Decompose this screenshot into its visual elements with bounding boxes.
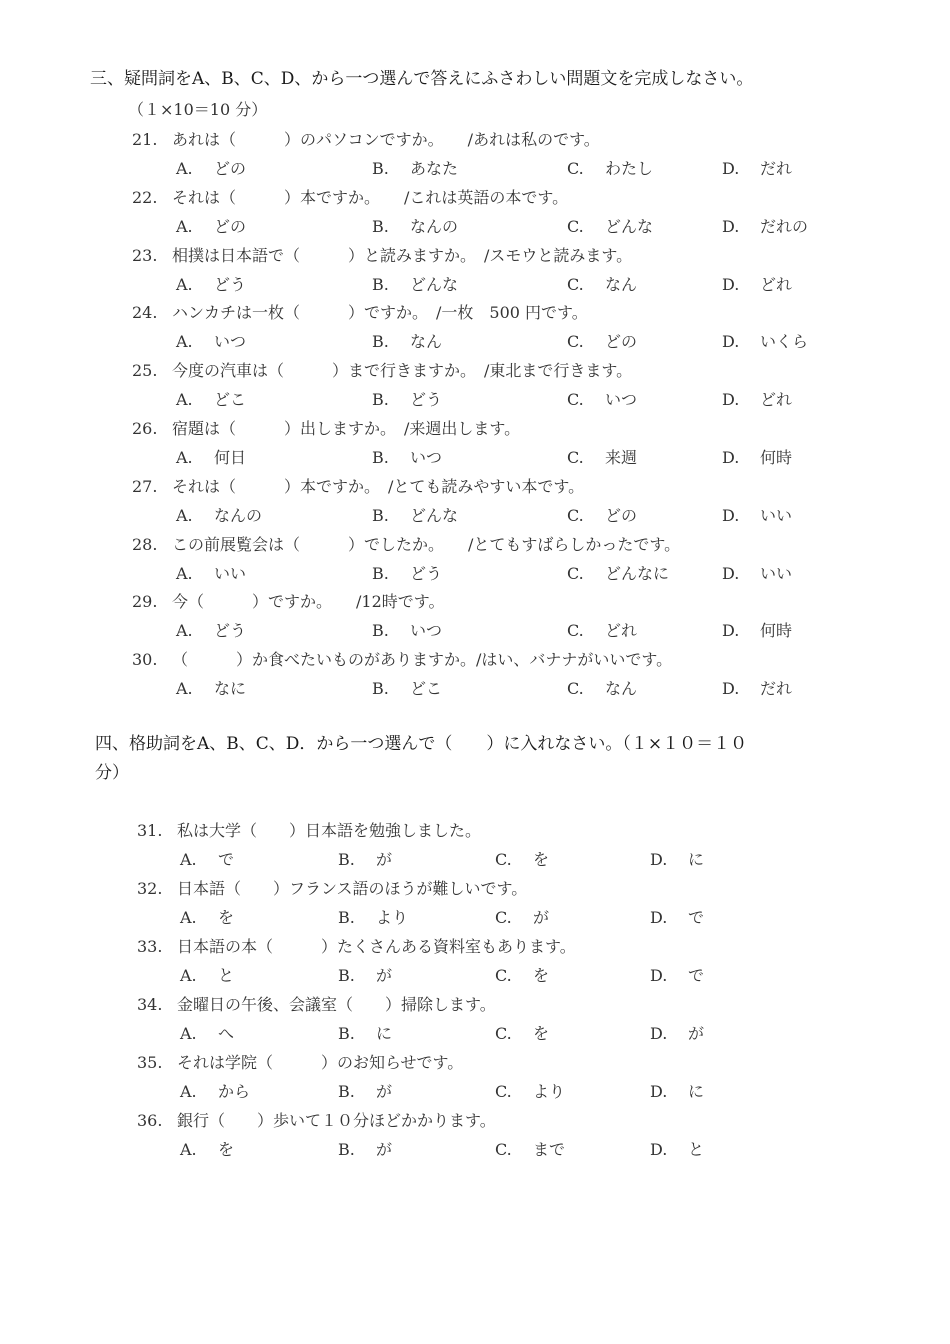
option-d: [650, 1137, 704, 1160]
option-letter: A.: [180, 966, 197, 985]
option-letter: A.: [180, 1024, 197, 1043]
option-letter: D.: [650, 966, 668, 985]
option-letter: A.: [176, 448, 193, 467]
option-text: が: [376, 850, 393, 869]
option-b: [372, 503, 458, 526]
option-text: いつ: [410, 621, 443, 641]
section3-score: （１×10＝10 分）: [128, 100, 268, 119]
option-c: [567, 329, 637, 352]
option-text: いつ: [410, 448, 443, 467]
option-letter: C.: [495, 1140, 512, 1159]
option-b: [372, 618, 442, 641]
option-text: だれ: [760, 159, 793, 178]
option-letter: A.: [176, 274, 193, 294]
option-letter: D.: [722, 159, 740, 178]
question-22: [132, 185, 568, 208]
option-text: どんな: [410, 274, 459, 294]
option-b: [372, 387, 442, 410]
question-number: 24.: [132, 303, 158, 323]
option-letter: D.: [722, 679, 740, 699]
option-text: を: [218, 1140, 235, 1159]
question-number: 32.: [137, 879, 163, 898]
question-number: 29.: [132, 592, 158, 612]
option-letter: B.: [372, 679, 389, 699]
option-letter: C.: [567, 274, 584, 294]
option-letter: C.: [567, 679, 584, 699]
option-text: わたし: [605, 159, 654, 178]
question-text: それは（ ）本ですか。 /これは英語の本です。: [172, 187, 569, 207]
option-text: どの: [605, 505, 638, 525]
option-letter: B.: [338, 1082, 355, 1101]
option-letter: D.: [722, 332, 740, 352]
question-text: あれは（ ）のパソコンですか。 /あれは私のです。: [172, 130, 600, 149]
option-letter: D.: [650, 908, 668, 927]
option-b: [338, 1079, 392, 1102]
option-c: [567, 272, 637, 295]
option-text: なん: [605, 679, 638, 699]
option-text: が: [533, 908, 550, 927]
question-text: 銀行（ ）歩いて１０分ほどかかります。: [177, 1111, 496, 1130]
option-text: どんな: [605, 216, 654, 236]
option-letter: B.: [372, 448, 389, 467]
option-a: [176, 561, 246, 584]
option-c: [495, 963, 549, 986]
question-number: 25.: [132, 361, 158, 381]
option-letter: A.: [176, 621, 193, 641]
question-28: [132, 532, 680, 555]
option-text: より: [376, 908, 409, 927]
option-letter: C.: [567, 448, 584, 467]
option-text: 何日: [214, 448, 247, 467]
option-letter: B.: [372, 505, 389, 525]
option-text: より: [533, 1082, 566, 1101]
option-letter: D.: [650, 1140, 668, 1159]
option-a: [180, 1137, 234, 1160]
option-a: [176, 618, 246, 641]
option-b: [372, 561, 442, 584]
option-letter: A.: [176, 679, 193, 699]
option-letter: D.: [722, 563, 740, 583]
option-a: [176, 156, 246, 179]
option-letter: B.: [372, 390, 389, 410]
option-c: [567, 387, 637, 410]
question-text: 金曜日の午後、会議室（ ）掃除します。: [177, 995, 496, 1014]
question-number: 21.: [132, 130, 158, 149]
option-text: を: [533, 1024, 550, 1043]
option-c: [495, 905, 549, 928]
option-text: で: [688, 966, 705, 985]
option-text: に: [688, 1082, 705, 1101]
option-a: [180, 905, 234, 928]
question-31: [137, 818, 481, 841]
question-text: この前展覧会は（ ）でしたか。 /とてもすばらしかったです。: [172, 534, 681, 554]
question-number: 22.: [132, 187, 158, 207]
question-text: 日本語の本（ ）たくさんある資料室もあります。: [177, 937, 576, 956]
question-text: 相撲は日本語で（ ）と読みますか。 /スモウと読みます。: [172, 245, 633, 265]
option-b: [338, 963, 392, 986]
option-c: [567, 503, 637, 526]
option-c: [567, 676, 637, 699]
option-letter: A.: [180, 908, 197, 927]
option-text: に: [376, 1024, 393, 1043]
option-text: と: [688, 1140, 705, 1159]
question-number: 27.: [132, 476, 158, 496]
option-text: いい: [760, 563, 793, 583]
option-letter: B.: [338, 1140, 355, 1159]
option-d: [650, 1021, 704, 1044]
option-text: が: [376, 1082, 393, 1101]
option-letter: C.: [567, 332, 584, 352]
option-b: [372, 676, 442, 699]
question-number: 34.: [137, 995, 163, 1014]
option-text: なんの: [214, 505, 263, 525]
option-b: [338, 1021, 392, 1044]
question-23: [132, 243, 632, 266]
question-text: それは学院（ ）のお知らせです。: [177, 1053, 464, 1072]
option-text: どう: [214, 621, 247, 641]
option-text: で: [218, 850, 235, 869]
option-b: [372, 272, 458, 295]
option-b: [338, 1137, 392, 1160]
option-c: [567, 156, 653, 179]
option-d: [722, 329, 808, 352]
question-number: 31.: [137, 821, 163, 840]
option-d: [650, 1079, 704, 1102]
option-letter: B.: [372, 216, 389, 236]
option-letter: D.: [722, 274, 740, 294]
option-a: [180, 1021, 234, 1044]
option-a: [180, 847, 234, 870]
option-letter: B.: [372, 332, 389, 352]
option-letter: D.: [722, 216, 740, 236]
option-d: [650, 905, 704, 928]
option-text: から: [218, 1082, 251, 1101]
option-letter: B.: [372, 274, 389, 294]
option-letter: D.: [722, 448, 740, 467]
option-text: が: [688, 1024, 705, 1043]
question-32: [137, 876, 527, 899]
option-letter: B.: [372, 159, 389, 178]
section4-heading: 四、格助詞をA、B、C、D．から一つ選んで（ ）に入れなさい。（１×１０＝１０: [95, 734, 748, 754]
option-text: いい: [760, 505, 793, 525]
option-letter: A.: [176, 390, 193, 410]
question-number: 35.: [137, 1053, 163, 1072]
option-d: [722, 445, 792, 468]
option-text: どれ: [760, 274, 793, 294]
question-25: [132, 358, 632, 381]
question-text: 宿題は（ ）出しますか。 /来週出します。: [172, 419, 521, 438]
option-text: に: [688, 850, 705, 869]
question-36: [137, 1108, 496, 1131]
question-text: 今度の汽車は（ ）まで行きますか。 /東北まで行きます。: [172, 361, 633, 381]
option-letter: B.: [338, 1024, 355, 1043]
question-text: それは（ ）本ですか。 /とても読みやすい本です。: [172, 476, 585, 496]
option-text: どう: [214, 274, 247, 294]
option-letter: B.: [372, 621, 389, 641]
question-text: 私は大学（ ）日本語を勉強しました。: [177, 821, 482, 840]
question-number: 23.: [132, 245, 158, 265]
option-letter: C.: [495, 1082, 512, 1101]
question-34: [137, 992, 496, 1015]
option-a: [176, 329, 246, 352]
question-text: ハンカチは一枚（ ）ですか。 /一枚 500 円です。: [172, 303, 588, 323]
option-text: どの: [605, 332, 638, 352]
option-text: どこ: [214, 390, 247, 410]
option-text: どんなに: [605, 563, 670, 583]
option-text: いつ: [214, 332, 247, 352]
option-a: [180, 1079, 250, 1102]
option-a: [176, 387, 246, 410]
option-text: いい: [214, 563, 247, 583]
option-letter: A.: [176, 563, 193, 583]
option-letter: A.: [180, 1082, 197, 1101]
option-letter: C.: [567, 621, 584, 641]
option-d: [722, 387, 792, 410]
option-text: 何時: [760, 448, 793, 467]
option-letter: C.: [495, 908, 512, 927]
option-letter: D.: [650, 1024, 668, 1043]
option-text: を: [533, 966, 550, 985]
option-letter: D.: [722, 505, 740, 525]
option-c: [495, 847, 549, 870]
question-number: 30.: [132, 650, 158, 670]
option-text: いつ: [605, 390, 638, 410]
option-d: [722, 676, 792, 699]
question-number: 26.: [132, 419, 158, 438]
question-29: [132, 589, 444, 612]
option-text: どこ: [410, 679, 443, 699]
question-text: （ ）か食べたいものがありますか。/はい、バナナがいいです。: [172, 650, 673, 670]
question-27: [132, 474, 584, 497]
option-text: まで: [533, 1140, 566, 1159]
question-21: [132, 127, 600, 150]
question-35: [137, 1050, 463, 1073]
question-text: 日本語（ ）フランス語のほうが難しいです。: [177, 879, 528, 898]
option-text: が: [376, 966, 393, 985]
option-letter: B.: [338, 850, 355, 869]
option-text: なん: [605, 274, 638, 294]
option-letter: D.: [650, 1082, 668, 1101]
option-text: 来週: [605, 448, 638, 467]
option-a: [176, 272, 246, 295]
option-a: [176, 503, 262, 526]
question-number: 36.: [137, 1111, 163, 1130]
option-text: と: [218, 966, 235, 985]
option-d: [722, 561, 792, 584]
option-letter: D.: [722, 390, 740, 410]
option-letter: B.: [338, 966, 355, 985]
option-text: なに: [214, 679, 247, 699]
option-letter: B.: [338, 908, 355, 927]
option-d: [722, 618, 792, 641]
option-letter: C.: [567, 505, 584, 525]
option-text: を: [533, 850, 550, 869]
option-d: [650, 963, 704, 986]
option-text: どれ: [760, 390, 793, 410]
option-text: を: [218, 908, 235, 927]
option-text: どう: [410, 390, 443, 410]
option-a: [180, 963, 234, 986]
option-b: [372, 214, 458, 237]
option-text: なん: [410, 332, 443, 352]
option-text: が: [376, 1140, 393, 1159]
question-number: 28.: [132, 534, 158, 554]
option-text: だれ: [760, 679, 793, 699]
question-text: 今（ ）ですか。 /12時です。: [172, 592, 445, 612]
option-letter: C.: [567, 563, 584, 583]
option-letter: C.: [567, 390, 584, 410]
option-letter: C.: [567, 216, 584, 236]
option-a: [176, 214, 246, 237]
option-d: [722, 272, 792, 295]
option-text: へ: [218, 1024, 235, 1043]
option-letter: C.: [495, 966, 512, 985]
question-number: 33.: [137, 937, 163, 956]
option-letter: A.: [180, 1140, 197, 1159]
option-c: [567, 214, 653, 237]
option-c: [567, 618, 637, 641]
option-letter: A.: [176, 332, 193, 352]
option-d: [722, 503, 792, 526]
option-text: どの: [214, 159, 247, 178]
option-text: で: [688, 908, 705, 927]
question-30: [132, 647, 672, 670]
option-text: あなた: [410, 159, 459, 178]
section4-heading-cont: 分）: [95, 763, 129, 783]
option-text: だれの: [760, 216, 809, 236]
option-letter: A.: [176, 505, 193, 525]
option-text: なんの: [410, 216, 459, 236]
question-33: [137, 934, 576, 957]
option-c: [567, 561, 669, 584]
option-letter: B.: [372, 563, 389, 583]
option-text: どの: [214, 216, 247, 236]
option-letter: A.: [176, 216, 193, 236]
option-d: [650, 847, 704, 870]
option-letter: A.: [176, 159, 193, 178]
option-c: [495, 1137, 565, 1160]
option-b: [338, 847, 392, 870]
option-text: どれ: [605, 621, 638, 641]
question-26: [132, 416, 520, 439]
option-b: [338, 905, 408, 928]
option-text: どんな: [410, 505, 459, 525]
option-text: いくら: [760, 332, 809, 352]
option-text: どう: [410, 563, 443, 583]
option-letter: C.: [567, 159, 584, 178]
option-letter: D.: [722, 621, 740, 641]
option-b: [372, 445, 442, 468]
option-d: [722, 156, 792, 179]
option-letter: C.: [495, 1024, 512, 1043]
option-b: [372, 156, 458, 179]
section3-heading: 三、疑問詞をA、B、C、D、から一つ選んで答えにふさわしい問題文を完成しなさい。: [90, 69, 754, 89]
option-letter: C.: [495, 850, 512, 869]
option-b: [372, 329, 442, 352]
option-c: [495, 1021, 549, 1044]
option-a: [176, 445, 246, 468]
option-c: [567, 445, 637, 468]
option-letter: D.: [650, 850, 668, 869]
question-24: [132, 300, 588, 323]
option-text: 何時: [760, 621, 793, 641]
option-a: [176, 676, 246, 699]
option-c: [495, 1079, 565, 1102]
option-letter: A.: [180, 850, 197, 869]
option-d: [722, 214, 808, 237]
